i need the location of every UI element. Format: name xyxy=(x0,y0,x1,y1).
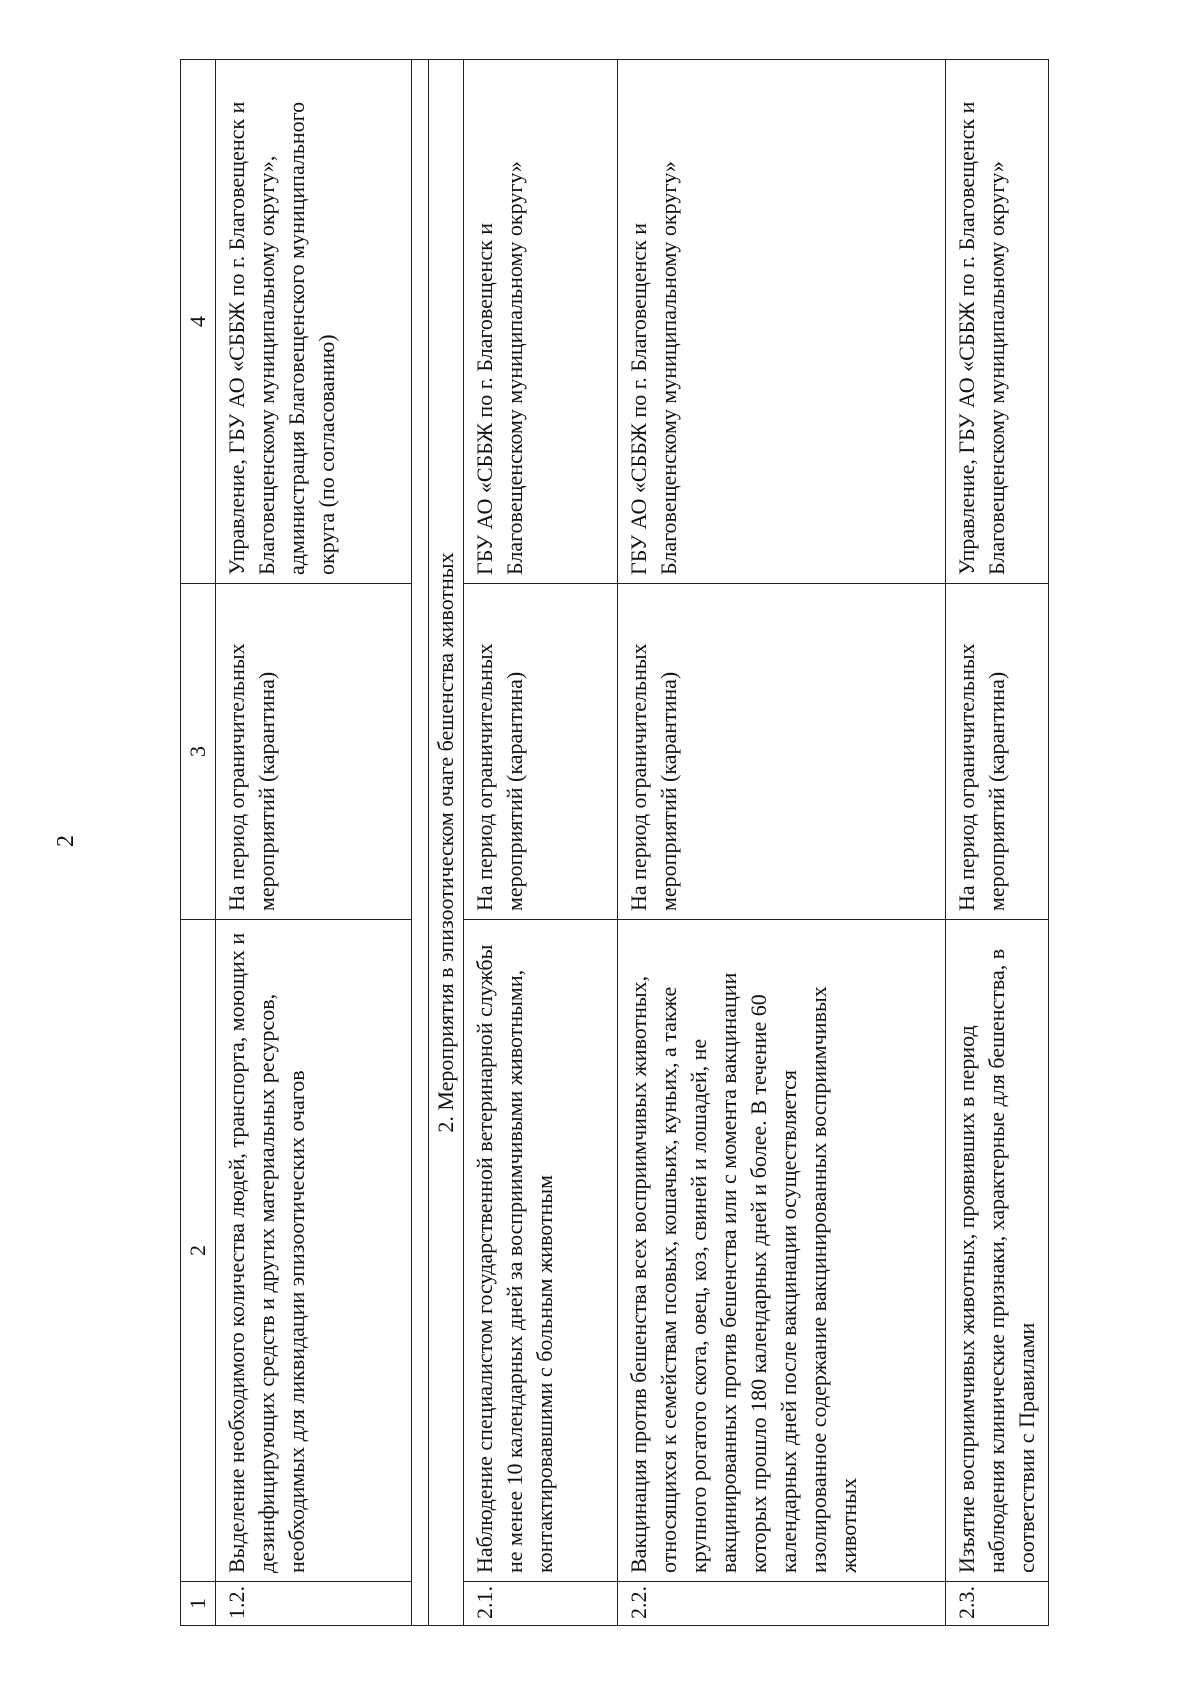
row-number: 1.2. xyxy=(216,1582,412,1626)
row-responsible: ГБУ АО «СББЖ по г. Благовещенск и Благовещенскому муниципальному округу» xyxy=(618,60,946,584)
row-period: На период ограничительных мероприятий (карантина) xyxy=(464,584,618,920)
table-frame xyxy=(180,60,1039,1626)
row-period: На период ограничительных мероприятий (карантина) xyxy=(946,584,1049,920)
row-responsible: Управление, ГБУ АО «СББЖ по г. Благовещенск и Благовещенскому муниципальному округу» xyxy=(946,60,1049,584)
row-period: На период ограничительных мероприятий (карантина) xyxy=(216,584,412,920)
row-number: 2.1. xyxy=(464,1582,618,1626)
table-header-row xyxy=(181,60,216,1626)
section-title: 2. Мероприятия в эпизоотическом очаге бешенства животных xyxy=(429,60,464,1626)
measures-table xyxy=(180,59,1049,1626)
row-action: Вакцинация против бешенства всех восприимчивых животных, относящихся к семействам псовых, кошачьих, куньих, а также крупного рогатого скота, овец, коз, свиней и лошадей, не вакцинированных против бешенства или с момента вакцинации которых прошло 180 календарных дней и более. В течение 60 календарных дней после вакцинации осуществляется изолированное содержание вакцинированных восприимчивых животных xyxy=(618,920,946,1582)
row-number: 2.2. xyxy=(618,1582,946,1626)
row-action: Изъятие восприимчивых животных, проявивших в период наблюдения клинические признаки, характерные для бешенства, в соответствии с Правилами xyxy=(946,920,1049,1582)
section-gap xyxy=(412,60,429,1626)
row-period: На период ограничительных мероприятий (карантина) xyxy=(618,584,946,920)
table-row xyxy=(464,60,618,1626)
page-number: 2 xyxy=(53,835,79,847)
table-row xyxy=(946,60,1049,1626)
section-title-row xyxy=(429,60,464,1626)
header-col-3: 3 xyxy=(181,584,216,920)
row-responsible: ГБУ АО «СББЖ по г. Благовещенск и Благовещенскому муниципальному округу» xyxy=(464,60,618,584)
row-action: Наблюдение специалистом государственной ветеринарной службы не менее 10 календарных дней за восприимчивыми животными, контактировавшими с больным животным xyxy=(464,920,618,1582)
rotated-table-container xyxy=(180,60,1039,1626)
header-col-4: 4 xyxy=(181,60,216,584)
row-action: Выделение необходимого количества людей, транспорта, моющих и дезинфицирующих средств и других материальных ресурсов, необходимых для ликвидации эпизоотических очагов xyxy=(216,920,412,1582)
row-number: 2.3. xyxy=(946,1582,1049,1626)
header-col-1: 1 xyxy=(181,1582,216,1626)
row-responsible: Управление, ГБУ АО «СББЖ по г. Благовещенск и Благовещенскому муниципальному округу», администрация Благовещенского муниципального округа (по согласованию) xyxy=(216,60,412,584)
table-row xyxy=(216,60,412,1626)
header-col-2: 2 xyxy=(181,920,216,1582)
table-row xyxy=(618,60,946,1626)
